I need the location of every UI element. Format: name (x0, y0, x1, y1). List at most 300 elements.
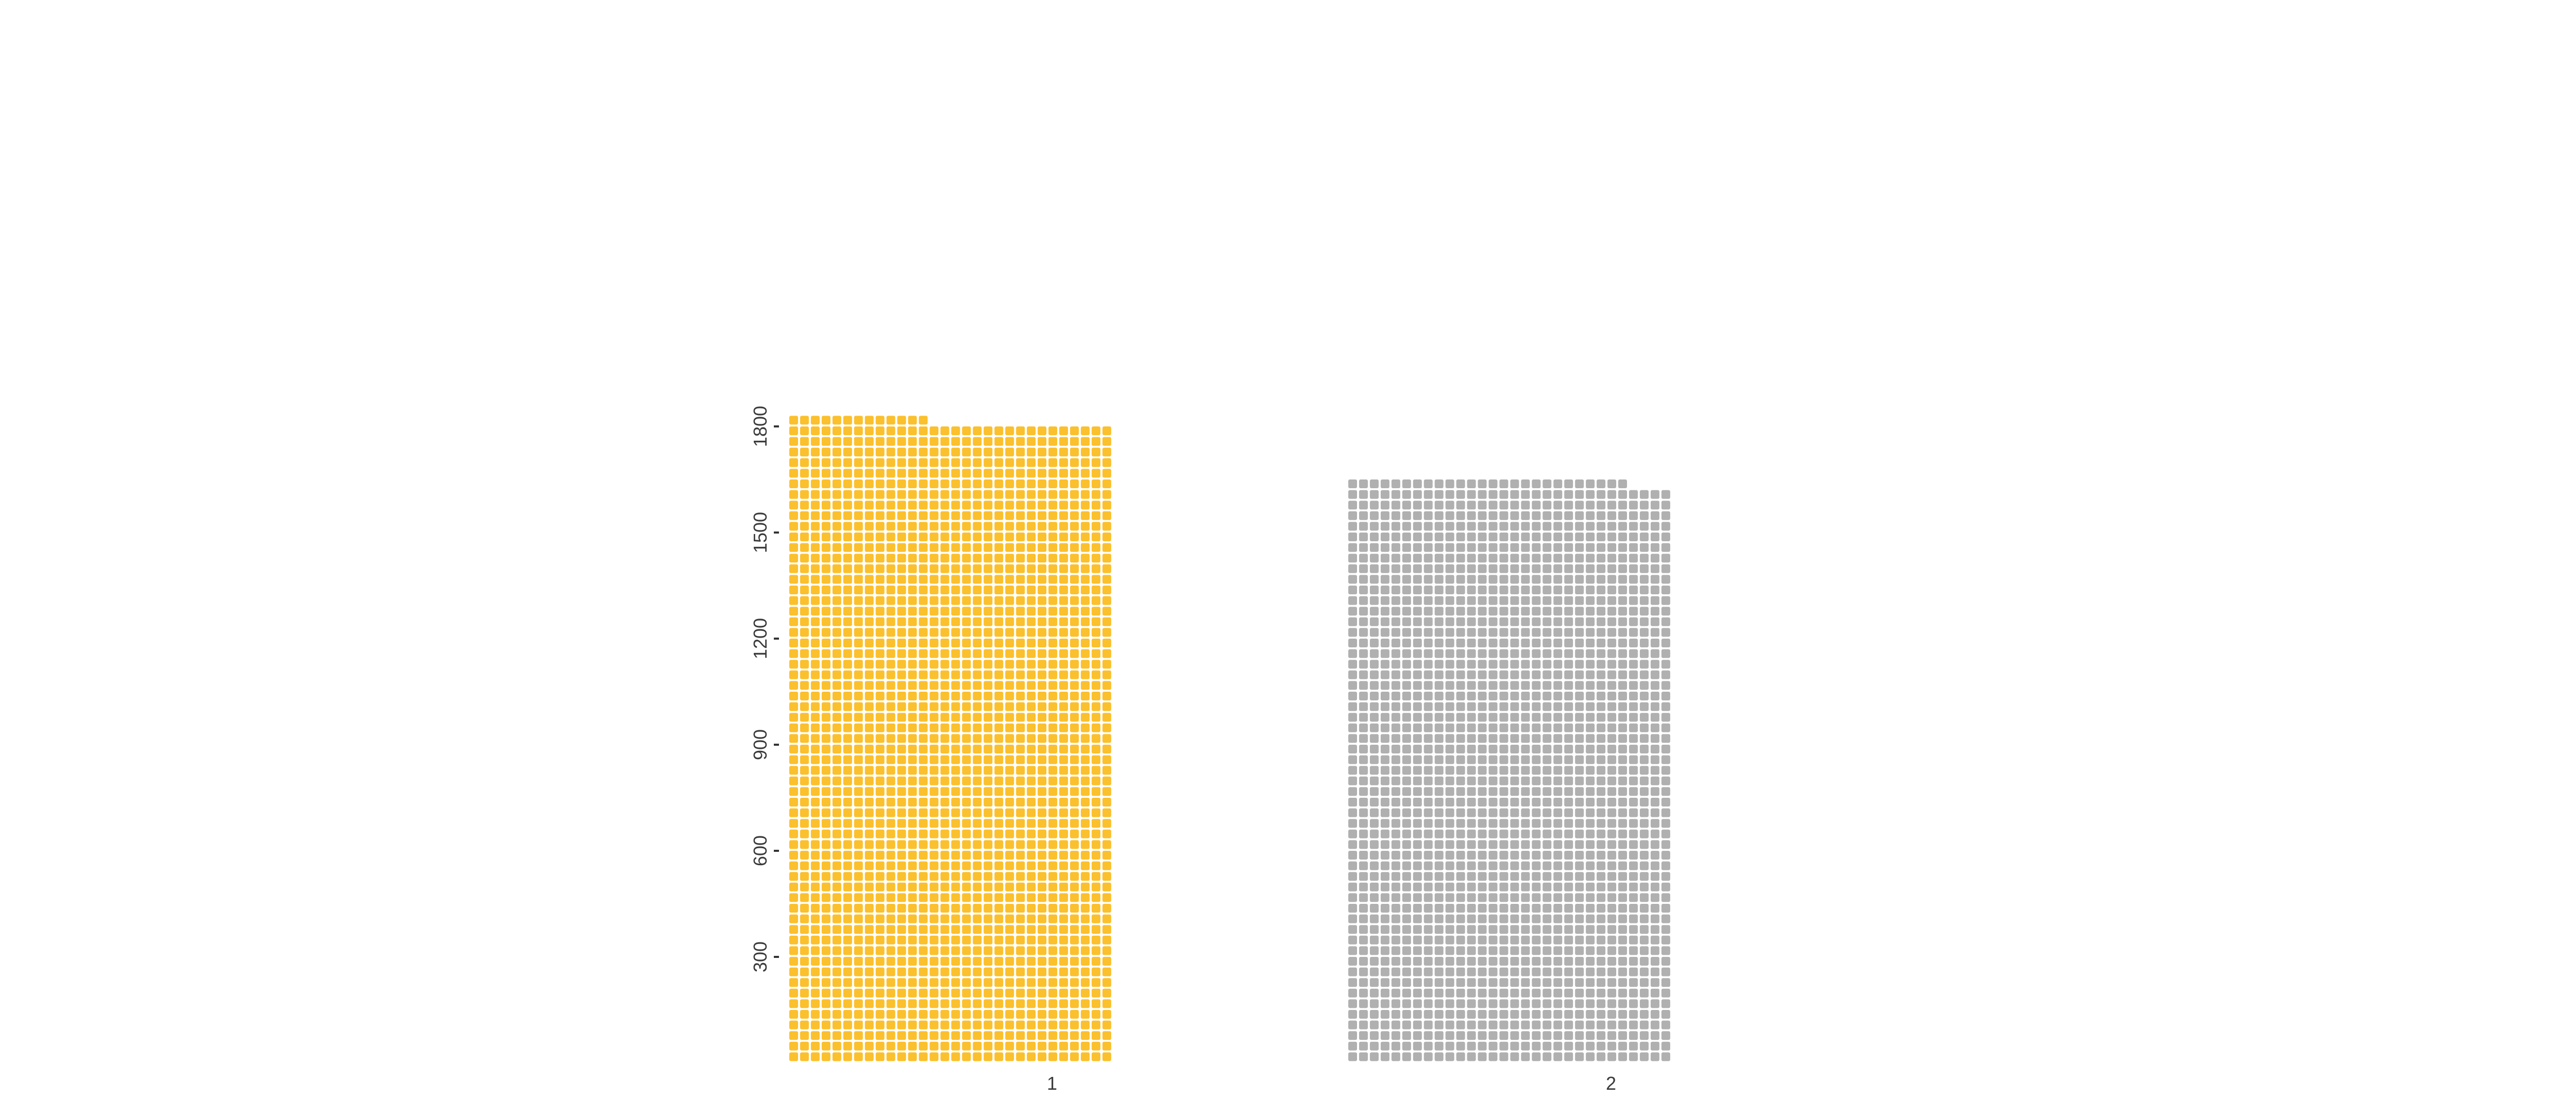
waffle-square (1607, 596, 1616, 605)
waffle-square (951, 862, 960, 870)
waffle-square (800, 607, 809, 615)
waffle-square (1543, 522, 1551, 530)
waffle-square (1467, 607, 1476, 615)
waffle-square (1564, 1042, 1573, 1051)
waffle-square (1027, 883, 1036, 891)
waffle-square (1435, 639, 1444, 647)
waffle-square (800, 915, 809, 923)
waffle-square (994, 479, 1003, 488)
waffle-square (1478, 989, 1487, 998)
waffle-square (1629, 575, 1638, 584)
waffle-square (865, 1021, 874, 1030)
waffle-square (800, 946, 809, 955)
waffle-square (929, 1042, 938, 1051)
waffle-square (994, 756, 1003, 764)
waffle-square (1103, 872, 1111, 881)
waffle-square (1070, 660, 1079, 668)
waffle-square (1424, 671, 1433, 679)
waffle-square (833, 862, 841, 870)
waffle-square (1435, 681, 1444, 690)
waffle-square (1467, 809, 1476, 817)
waffle-square (1048, 596, 1057, 605)
waffle-square (1103, 671, 1111, 679)
waffle-square (1413, 989, 1422, 998)
waffle-square (876, 1052, 885, 1061)
waffle-square (811, 840, 820, 849)
waffle-square (1016, 501, 1025, 509)
waffle-square (800, 999, 809, 1008)
waffle-square (1103, 458, 1111, 467)
waffle-square (1435, 522, 1444, 530)
waffle-square (1446, 649, 1454, 658)
waffle-square (984, 819, 992, 828)
waffle-square (984, 756, 992, 764)
waffle-square (1521, 766, 1530, 775)
waffle-square (1488, 925, 1497, 934)
waffle-square (822, 756, 831, 764)
waffle-square (887, 777, 895, 785)
waffle-square (1662, 1021, 1670, 1030)
waffle-square (833, 596, 841, 605)
waffle-square (1038, 522, 1046, 530)
waffle-square (1629, 543, 1638, 552)
waffle-square (1092, 830, 1100, 838)
waffle-square (1651, 862, 1659, 870)
waffle-square (1629, 872, 1638, 881)
waffle-square (1564, 681, 1573, 690)
waffle-square (811, 692, 820, 700)
waffle-square (1467, 756, 1476, 764)
waffle-square (1662, 840, 1670, 849)
waffle-square (1027, 522, 1036, 530)
waffle-square (1499, 1042, 1508, 1051)
waffle-square (1424, 617, 1433, 626)
waffle-square (865, 554, 874, 562)
waffle-square (940, 1010, 949, 1019)
waffle-square (1543, 533, 1551, 541)
waffle-square (1016, 479, 1025, 488)
waffle-square (1016, 437, 1025, 446)
waffle-square (951, 925, 960, 934)
waffle-square (1456, 809, 1465, 817)
waffle-square (908, 490, 917, 499)
waffle-square (994, 883, 1003, 891)
waffle-square (1553, 490, 1562, 499)
waffle-square (854, 713, 863, 722)
waffle-square (1081, 1010, 1090, 1019)
waffle-square (876, 851, 885, 860)
waffle-square (1016, 819, 1025, 828)
waffle-square (1586, 946, 1595, 955)
waffle-square (887, 999, 895, 1008)
waffle-square (887, 936, 895, 945)
waffle-square (876, 862, 885, 870)
waffle-square (1070, 639, 1079, 647)
waffle-square (1629, 756, 1638, 764)
waffle-square (1618, 862, 1627, 870)
waffle-square (1446, 872, 1454, 881)
waffle-square (1424, 543, 1433, 552)
waffle-square (876, 522, 885, 530)
waffle-square (1070, 596, 1079, 605)
waffle-square (1651, 1010, 1659, 1019)
waffle-square (1348, 617, 1357, 626)
waffle-square (822, 904, 831, 913)
waffle-square (1532, 999, 1540, 1008)
waffle-square (822, 968, 831, 976)
waffle-square (1640, 766, 1649, 775)
waffle-square (1597, 883, 1605, 891)
waffle-square (1038, 756, 1046, 764)
waffle-square (865, 957, 874, 966)
waffle-square (833, 607, 841, 615)
waffle-square (940, 840, 949, 849)
waffle-square (1629, 660, 1638, 668)
waffle-square (887, 989, 895, 998)
waffle-square (1488, 639, 1497, 647)
waffle-square (940, 681, 949, 690)
waffle-square (1392, 925, 1400, 934)
waffle-square (1607, 543, 1616, 552)
waffle-square (1456, 1042, 1465, 1051)
waffle-square (1640, 957, 1649, 966)
waffle-square (1553, 840, 1562, 849)
waffle-square (897, 915, 906, 923)
waffle-square (1456, 925, 1465, 934)
waffle-square (1651, 1021, 1659, 1030)
waffle-square (897, 586, 906, 594)
waffle-square (1553, 862, 1562, 870)
waffle-square (843, 734, 852, 743)
waffle-square (800, 681, 809, 690)
waffle-square (1532, 809, 1540, 817)
waffle-square (1446, 511, 1454, 520)
waffle-square (1005, 893, 1014, 902)
waffle-square (1446, 681, 1454, 690)
waffle-square (876, 840, 885, 849)
waffle-square (1348, 893, 1357, 902)
waffle-square (1413, 840, 1422, 849)
waffle-square (1392, 713, 1400, 722)
waffle-square (1048, 830, 1057, 838)
waffle-square (919, 724, 928, 732)
waffle-square (973, 766, 981, 775)
waffle-square (1651, 777, 1659, 785)
waffle-square (1081, 426, 1090, 435)
waffle-square (833, 724, 841, 732)
waffle-square (1348, 1042, 1357, 1051)
waffle-square (1027, 946, 1036, 955)
waffle-square (822, 575, 831, 584)
waffle-square (1640, 904, 1649, 913)
waffle-square (962, 692, 971, 700)
waffle-square (1564, 946, 1573, 955)
waffle-square (1092, 915, 1100, 923)
waffle-square (1070, 830, 1079, 838)
waffle-square (800, 777, 809, 785)
waffle-square (951, 915, 960, 923)
waffle-square (1618, 904, 1627, 913)
waffle-square (1392, 490, 1400, 499)
waffle-square (1499, 617, 1508, 626)
waffle-square (1059, 756, 1068, 764)
waffle-square (1543, 660, 1551, 668)
waffle-square (1510, 617, 1519, 626)
waffle-square (962, 957, 971, 966)
waffle-square (811, 681, 820, 690)
waffle-square (811, 904, 820, 913)
waffle-square (822, 543, 831, 552)
waffle-square (1651, 893, 1659, 902)
waffle-square (994, 458, 1003, 467)
waffle-square (1016, 734, 1025, 743)
waffle-square (962, 596, 971, 605)
waffle-square (1467, 649, 1476, 658)
waffle-square (908, 617, 917, 626)
waffle-square (1005, 617, 1014, 626)
waffle-square (940, 479, 949, 488)
waffle-square (940, 851, 949, 860)
waffle-square (1629, 925, 1638, 934)
waffle-square (1392, 893, 1400, 902)
waffle-square (1478, 756, 1487, 764)
waffle-square (929, 724, 938, 732)
waffle-square (1597, 925, 1605, 934)
waffle-square (1381, 724, 1389, 732)
waffle-square (1564, 893, 1573, 902)
waffle-square (1467, 671, 1476, 679)
y-tick-label: 1200 (750, 617, 771, 660)
waffle-square (1392, 915, 1400, 923)
waffle-square (994, 745, 1003, 753)
waffle-square (887, 756, 895, 764)
waffle-square (1543, 787, 1551, 796)
waffle-square (1103, 501, 1111, 509)
waffle-square (994, 490, 1003, 499)
waffle-square (854, 798, 863, 807)
waffle-square (1348, 639, 1357, 647)
waffle-square (1048, 798, 1057, 807)
waffle-square (854, 490, 863, 499)
waffle-square (1597, 490, 1605, 499)
waffle-square (1510, 830, 1519, 838)
waffle-square (1435, 862, 1444, 870)
waffle-square (1478, 543, 1487, 552)
waffle-square (1027, 756, 1036, 764)
waffle-square (800, 756, 809, 764)
waffle-square (1392, 607, 1400, 615)
waffle-square (1038, 936, 1046, 945)
waffle-square (1488, 946, 1497, 955)
waffle-square (1070, 872, 1079, 881)
waffle-square (1651, 533, 1659, 541)
waffle-square (1521, 1042, 1530, 1051)
waffle-square (1629, 819, 1638, 828)
waffle-square (1381, 756, 1389, 764)
waffle-square (843, 989, 852, 998)
waffle-square (1381, 1052, 1389, 1061)
waffle-square (1070, 448, 1079, 456)
waffle-square (1059, 1031, 1068, 1040)
waffle-square (1564, 660, 1573, 668)
waffle-square (994, 1021, 1003, 1030)
waffle-square (1510, 777, 1519, 785)
waffle-square (951, 957, 960, 966)
waffle-square (897, 999, 906, 1008)
waffle-square (1381, 479, 1389, 488)
waffle-square (833, 809, 841, 817)
waffle-square (1048, 883, 1057, 891)
waffle-square (1478, 1042, 1487, 1051)
waffle-square (1059, 724, 1068, 732)
waffle-square (1488, 575, 1497, 584)
waffle-square (1510, 989, 1519, 998)
waffle-square (908, 543, 917, 552)
waffle-square (1586, 787, 1595, 796)
waffle-square (800, 1021, 809, 1030)
waffle-square (1038, 883, 1046, 891)
waffle-square (1103, 978, 1111, 987)
waffle-square (1413, 872, 1422, 881)
waffle-square (897, 511, 906, 520)
waffle-square (1392, 1010, 1400, 1019)
waffle-square (1038, 713, 1046, 722)
waffle-square (908, 511, 917, 520)
waffle-square (865, 1052, 874, 1061)
waffle-square (843, 490, 852, 499)
waffle-square (919, 883, 928, 891)
waffle-square (951, 745, 960, 753)
waffle-square (1370, 851, 1379, 860)
waffle-square (1402, 745, 1411, 753)
waffle-square (1586, 660, 1595, 668)
waffle-square (1348, 904, 1357, 913)
waffle-square (1027, 511, 1036, 520)
waffle-square (1402, 734, 1411, 743)
waffle-square (811, 819, 820, 828)
waffle-square (1402, 809, 1411, 817)
waffle-square (940, 458, 949, 467)
waffle-square (876, 819, 885, 828)
waffle-square (962, 681, 971, 690)
waffle-square (789, 883, 798, 891)
waffle-square (1103, 713, 1111, 722)
waffle-square (1456, 713, 1465, 722)
waffle-square (1370, 702, 1379, 711)
waffle-square (1435, 946, 1444, 955)
waffle-square (887, 798, 895, 807)
waffle-square (1027, 533, 1036, 541)
waffle-square (843, 617, 852, 626)
waffle-square (1392, 936, 1400, 945)
waffle-square (1381, 702, 1389, 711)
waffle-square (951, 681, 960, 690)
waffle-square (1027, 989, 1036, 998)
waffle-square (1081, 840, 1090, 849)
waffle-square (822, 851, 831, 860)
waffle-square (843, 416, 852, 424)
waffle-square (1618, 479, 1627, 488)
waffle-square (1027, 586, 1036, 594)
waffle-square (984, 554, 992, 562)
waffle-square (1402, 564, 1411, 573)
waffle-square (1359, 893, 1368, 902)
waffle-square (1381, 862, 1389, 870)
waffle-square (929, 978, 938, 987)
waffle-square (1467, 1021, 1476, 1030)
waffle-square (1381, 1010, 1389, 1019)
waffle-square (1359, 543, 1368, 552)
waffle-square (1027, 1042, 1036, 1051)
waffle-square (1629, 957, 1638, 966)
waffle-square (843, 904, 852, 913)
waffle-square (1488, 1010, 1497, 1019)
waffle-square (1435, 957, 1444, 966)
waffle-square (1456, 893, 1465, 902)
waffle-square (1510, 999, 1519, 1008)
waffle-square (1543, 978, 1551, 987)
waffle-square (1402, 639, 1411, 647)
waffle-square (1016, 639, 1025, 647)
waffle-square (1597, 819, 1605, 828)
waffle-square (1370, 957, 1379, 966)
waffle-square (1081, 989, 1090, 998)
waffle-square (1070, 533, 1079, 541)
waffle-square (1005, 766, 1014, 775)
waffle-square (1027, 978, 1036, 987)
waffle-square (1424, 511, 1433, 520)
waffle-square (1048, 1031, 1057, 1040)
waffle-square (1424, 479, 1433, 488)
waffle-square (1586, 617, 1595, 626)
waffle-square (1488, 809, 1497, 817)
waffle-square (1543, 989, 1551, 998)
waffle-square (919, 448, 928, 456)
waffle-square (951, 479, 960, 488)
waffle-square (962, 448, 971, 456)
waffle-square (1532, 840, 1540, 849)
waffle-square (1607, 649, 1616, 658)
waffle-square (1467, 681, 1476, 690)
waffle-square (897, 851, 906, 860)
waffle-square (1381, 989, 1389, 998)
waffle-square (1510, 533, 1519, 541)
waffle-square (951, 596, 960, 605)
waffle-square (1651, 639, 1659, 647)
waffle-square (1402, 893, 1411, 902)
waffle-square (1607, 479, 1616, 488)
waffle-square (1597, 756, 1605, 764)
waffle-square (973, 511, 981, 520)
waffle-square (1070, 734, 1079, 743)
waffle-square (973, 872, 981, 881)
waffle-square (1575, 957, 1584, 966)
waffle-square (1510, 1021, 1519, 1030)
waffle-square (876, 416, 885, 424)
waffle-square (940, 660, 949, 668)
waffle-square (940, 925, 949, 934)
waffle-square (1597, 777, 1605, 785)
waffle-square (1392, 745, 1400, 753)
waffle-square (865, 533, 874, 541)
waffle-square (789, 628, 798, 637)
waffle-square (887, 639, 895, 647)
waffle-square (887, 564, 895, 573)
waffle-square (822, 777, 831, 785)
waffle-square (1521, 681, 1530, 690)
waffle-square (1446, 915, 1454, 923)
waffle-square (1651, 819, 1659, 828)
